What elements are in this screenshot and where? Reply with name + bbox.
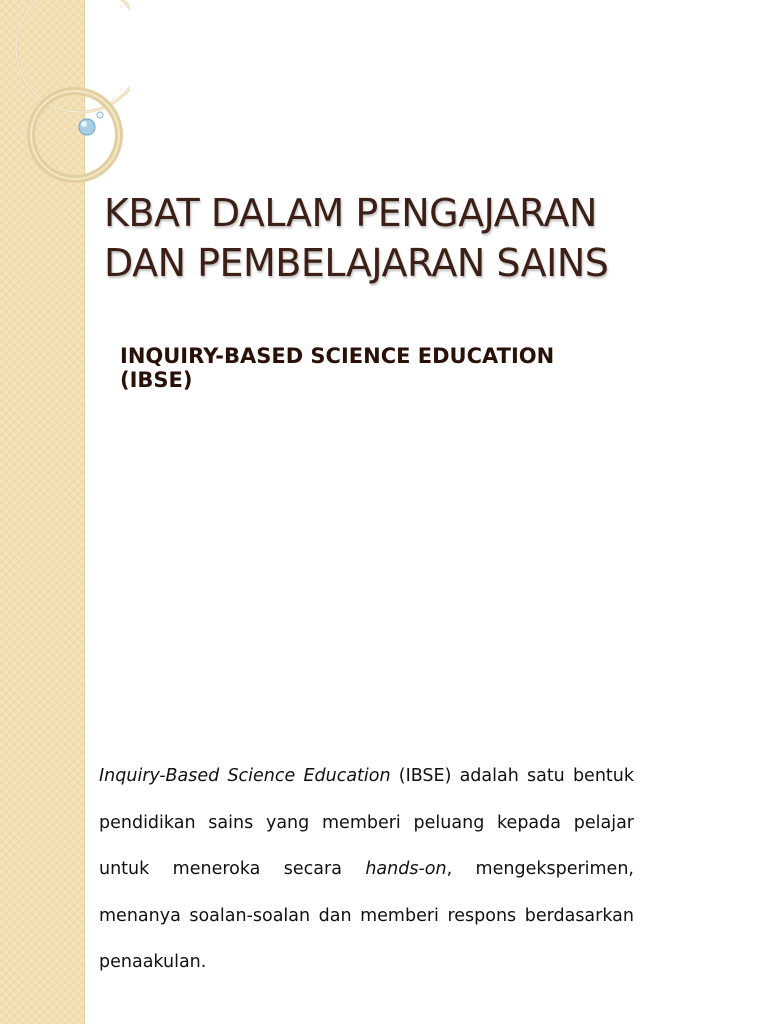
decorative-rings-icon bbox=[0, 0, 130, 200]
paragraph-text-1: (IBSE) adalah satu bentuk pendidikan sains yang memberi peluang kepada pelajar untuk meneroka secara bbox=[99, 766, 634, 879]
bubble-icon bbox=[79, 112, 103, 135]
hands-on-italic: hands-on bbox=[365, 859, 447, 879]
slide-title-line2: DAN PEMBELAJARAN SAINS bbox=[104, 241, 609, 285]
term-italic: Inquiry-Based Science Education bbox=[99, 766, 391, 786]
slide-subtitle-line1: INQUIRY-BASED SCIENCE EDUCATION bbox=[120, 344, 555, 368]
slide-subtitle bbox=[120, 344, 680, 392]
slide-title bbox=[104, 188, 744, 288]
slide-title-line1: KBAT DALAM PENGAJARAN bbox=[104, 191, 597, 235]
body-paragraph bbox=[99, 753, 634, 986]
slide-subtitle-line2: (IBSE) bbox=[120, 368, 193, 392]
paragraph-text-2: , mengeksperimen, menanya soalan-soalan dan memberi respons berdasarkan penaakulan. bbox=[99, 859, 634, 972]
